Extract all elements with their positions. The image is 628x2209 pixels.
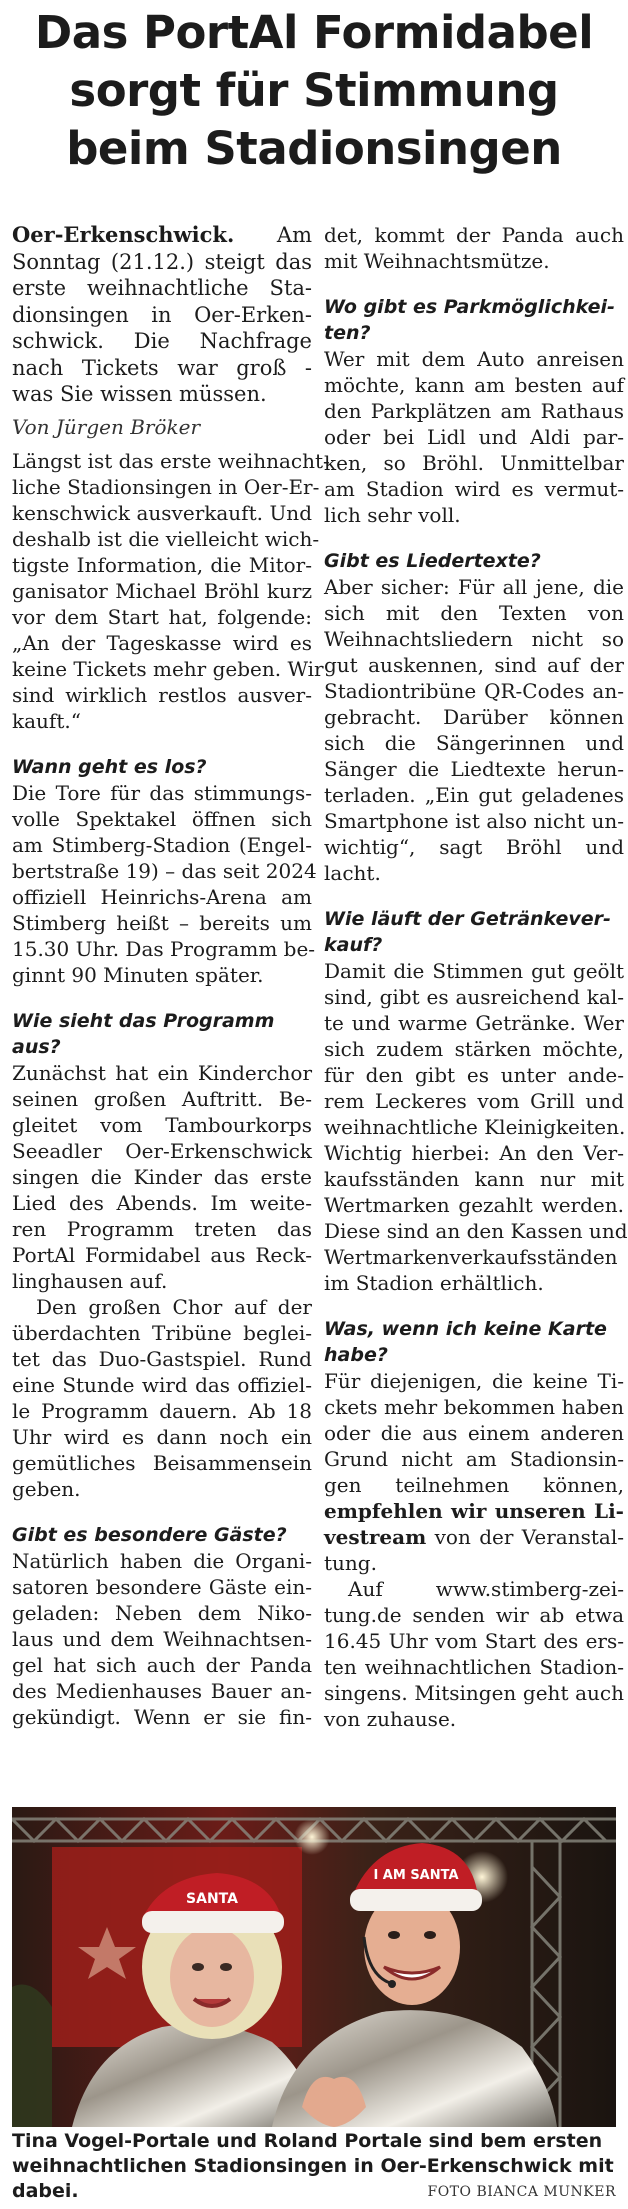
paragraph-line: lich sehr voll. <box>324 503 461 527</box>
article-intro <box>12 222 312 408</box>
paragraph-line: am Stadion wird es vermut- <box>324 477 624 501</box>
paragraph-line: oder die aus einem anderen <box>324 1421 624 1445</box>
article-column-1 <box>12 222 330 1730</box>
caption-line: Tina Vogel-Portale und Roland Portale sind bem ersten <box>12 2130 603 2152</box>
question-heading <box>12 754 312 780</box>
question-heading <box>324 1316 624 1368</box>
paragraph-line: des Medienhauses Bauer an- <box>12 1678 312 1703</box>
paragraph-line: 15.30 Uhr. Das Programm be- <box>12 936 316 961</box>
paragraph-line: liche Stadionsingen in Oer-Er- <box>12 474 320 499</box>
paragraph-line: mit Weihnachtsmütze. <box>324 249 550 273</box>
paragraph-line: terladen. „Ein gut geladenes <box>324 783 624 807</box>
paragraph <box>324 1576 624 1732</box>
intro-line: nach Tickets war groß - <box>12 355 312 380</box>
paragraph-line: wichtig“, sagt Bröhl und <box>324 835 624 859</box>
paragraph-line: Die Tore für das stimmungs- <box>12 780 312 805</box>
paragraph-line: sind, gibt es ausreichend kal- <box>324 985 624 1009</box>
paragraph-line: lacht. <box>324 861 381 885</box>
intro-line <box>12 222 312 249</box>
paragraph-line: gebracht. Darüber können <box>324 705 624 729</box>
paragraph-line: ckets mehr bekommen haben <box>324 1395 624 1419</box>
paragraph-line: Wichtig hierbei: An den Ver- <box>324 1141 624 1165</box>
paragraph-line: tigste Information, die Mitor- <box>12 552 312 577</box>
headline-line: Das PortAl Formidabel <box>34 6 594 59</box>
intro-line: erste weihnachtliche Sta- <box>12 276 312 300</box>
paragraph-line: „An der Tageskasse wird es <box>12 630 312 655</box>
dateline: Oer-Erkenschwick. <box>12 222 235 247</box>
paragraph <box>324 346 624 528</box>
photo-credit: FOTO BIANCA MUNKER <box>427 2184 616 2200</box>
paragraph-line: tung.de senden wir ab etwa <box>324 1603 624 1627</box>
paragraph-line: le Programm dauern. Ab 18 <box>12 1398 312 1423</box>
question-line: Gibt es besondere Gäste? <box>12 1523 287 1546</box>
paragraph <box>12 780 317 988</box>
paragraph-line: Lied des Abends. Im weite- <box>12 1190 312 1215</box>
question-heading <box>324 294 624 346</box>
paragraph-line: PortAl Formidabel aus Reck- <box>12 1242 312 1267</box>
paragraph-line: Grund nicht am Stadionsin- <box>324 1447 624 1471</box>
paragraph-line: deshalb ist die vielleicht wich- <box>12 526 320 551</box>
caption-line: weihnachtlichen Stadionsingen in Oer-Erkenschwick mit <box>12 2155 614 2177</box>
paragraph-line: geben. <box>12 1476 81 1501</box>
paragraph-line: kenschwick ausverkauft. Und <box>12 500 312 525</box>
paragraph-line: singen die Kinder das erste <box>12 1164 312 1189</box>
paragraph-line: Diese sind an den Kassen und <box>324 1219 628 1243</box>
paragraph-line: Den großen Chor auf der <box>36 1294 312 1319</box>
paragraph-line: te und warme Getränke. Wer <box>324 1011 624 1035</box>
question-heading <box>324 906 624 958</box>
paragraph-line: gemütliches Beisammensein <box>12 1450 312 1475</box>
paragraph <box>324 1368 624 1498</box>
paragraph-line: rem Leckeres vom Grill und <box>324 1089 624 1113</box>
paragraph-line: gekündigt. Wenn er sie fin- <box>12 1704 312 1729</box>
hat-text-right: I AM SANTA <box>373 1868 459 1883</box>
livestream-word: vestream <box>324 1525 427 1549</box>
paragraph-line: möchte, kann am besten auf <box>324 373 624 397</box>
paragraph-line: für den gibt es unter ande- <box>324 1063 624 1087</box>
headline-line: beim Stadionsingen <box>66 122 562 175</box>
livestream-line-rest: von der Veranstal- <box>426 1525 624 1549</box>
question-line: Wann geht es los? <box>12 755 207 778</box>
paragraph <box>324 958 628 1296</box>
byline: Von Jürgen Bröker <box>12 414 201 439</box>
paragraph-line: sich mit den Texten von <box>324 601 624 625</box>
paragraph-line: am Stimberg-Stadion (Engel- <box>12 832 312 857</box>
paragraph-line: sich zudem stärken möchte, <box>324 1037 624 1061</box>
question-heading <box>324 548 624 574</box>
paragraph-line: ken, so Bröhl. Unmittelbar <box>324 451 624 475</box>
article-column-2 <box>324 222 628 1732</box>
hat-text-left: SANTA <box>186 1891 238 1907</box>
paragraph-line: gleitet vom Tambourkorps <box>12 1112 312 1137</box>
paragraph-line: oder bei Lidl und Aldi par- <box>324 425 624 449</box>
paragraph-line: satoren besondere Gäste ein- <box>12 1574 312 1599</box>
paragraph-line: geladen: Neben dem Niko- <box>12 1600 312 1625</box>
paragraph <box>324 222 624 274</box>
paragraph-line: Weihnachtsliedern nicht so <box>324 627 624 651</box>
paragraph <box>324 1550 624 1576</box>
caption-line: dabei. <box>12 2180 79 2202</box>
question-heading <box>12 1008 312 1060</box>
photo-illustration <box>12 1807 616 2127</box>
paragraph-line: Damit die Stimmen gut geölt <box>324 959 624 983</box>
article-photo <box>12 1807 616 2127</box>
intro-line: Sonntag (21.12.) steigt das <box>12 249 312 274</box>
paragraph-line: den Parkplätzen am Rathaus <box>324 399 624 423</box>
paragraph-line: tung. <box>324 1551 377 1575</box>
paragraph-line: bertstraße 19) – das seit 2024 <box>12 858 317 883</box>
question-line: ten? <box>324 322 371 344</box>
paragraph-line: überdachten Tribüne beglei- <box>12 1320 312 1345</box>
question-line: habe? <box>324 1344 388 1366</box>
paragraph <box>12 1548 312 1730</box>
paragraph <box>12 1060 312 1294</box>
intro-line: dionsingen in Oer-Erken- <box>12 302 312 327</box>
paragraph-line: Zunächst hat ein Kinderchor <box>12 1060 312 1085</box>
paragraph-line: Sänger die Liedtexte herun- <box>324 757 624 781</box>
paragraph <box>324 574 624 886</box>
question-line: Wie läuft der Getränkever- <box>324 908 611 930</box>
paragraph-line: seinen großen Auftritt. Be- <box>12 1086 312 1111</box>
question-line: kauf? <box>324 934 383 956</box>
paragraph-line: linghausen auf. <box>12 1268 168 1293</box>
paragraph-line: von zuhause. <box>324 1707 457 1731</box>
question-heading <box>12 1522 312 1548</box>
paragraph-line: 16.45 Uhr vom Start des ers- <box>324 1629 624 1653</box>
paragraph-line: Längst ist das erste weihnacht- <box>12 448 330 473</box>
paragraph-line: tet das Duo-Gastspiel. Rund <box>12 1346 312 1371</box>
paragraph-line: laus und dem Weihnachtsen- <box>12 1626 312 1651</box>
paragraph-line: Uhr wird es dann noch ein <box>12 1424 312 1449</box>
question-line: Wie sieht das Programm <box>12 1009 275 1032</box>
paragraph-line: Stimberg heißt – bereits um <box>12 910 312 935</box>
paragraph-line: gel hat sich auch der Panda <box>12 1652 312 1677</box>
paragraph-line: sind wirklich restlos ausver- <box>12 682 312 707</box>
paragraph-line: ten weihnachtlichen Stadion- <box>324 1655 624 1679</box>
paragraph-line: Smartphone ist also nicht un- <box>324 809 624 833</box>
paragraph-line: kauft.“ <box>12 708 81 733</box>
paragraph-line: Natürlich haben die Organi- <box>12 1548 312 1573</box>
paragraph-line: weihnachtliche Kleinigkeiten. <box>324 1115 626 1139</box>
question-line: Was, wenn ich keine Karte <box>324 1318 607 1340</box>
article-headline <box>0 4 628 178</box>
paragraph-line: Wertmarkenverkaufsständen <box>324 1245 618 1269</box>
paragraph-line: eine Stunde wird das offiziel- <box>12 1372 312 1397</box>
paragraph-line: singens. Mitsingen geht auch <box>324 1681 624 1705</box>
paragraph-line: Für diejenigen, die keine Ti- <box>324 1369 624 1393</box>
paragraph-line: Aber sicher: Für all jene, die <box>324 575 624 599</box>
paragraph-line: det, kommt der Panda auch <box>324 223 624 247</box>
paragraph <box>12 448 330 734</box>
paragraph-line: kaufsständen kann nur mit <box>324 1167 624 1191</box>
paragraph-line: Wer mit dem Auto anreisen <box>324 347 624 371</box>
intro-line: was Sie wissen müssen. <box>12 382 267 406</box>
intro-line-rest: Am <box>234 223 312 247</box>
paragraph-line: im Stadion erhältlich. <box>324 1271 544 1295</box>
paragraph-line: vor dem Start hat, folgende: <box>12 604 312 629</box>
headline-line: sorgt für Stimmung <box>69 64 559 117</box>
paragraph-line: Stadiontribüne QR-Codes an- <box>324 679 624 703</box>
question-line: aus? <box>12 1035 61 1058</box>
paragraph-line: ren Programm treten das <box>12 1216 312 1241</box>
paragraph-line: volle Spektakel öffnen sich <box>12 806 312 831</box>
paragraph-line: gut auskennen, sind auf der <box>324 653 624 677</box>
livestream-line <box>324 1524 624 1550</box>
question-line: Gibt es Liedertexte? <box>324 550 541 572</box>
paragraph-line: Auf www.stimberg-zei- <box>348 1577 624 1601</box>
paragraph <box>12 1294 312 1502</box>
paragraph-line: ganisator Michael Bröhl kurz <box>12 578 312 603</box>
intro-line: schwick. Die Nachfrage <box>12 329 312 353</box>
paragraph-line: keine Tickets mehr geben. Wir <box>12 656 324 681</box>
paragraph-line: Seeadler Oer-Erkenschwick <box>12 1138 312 1163</box>
livestream-recommendation: empfehlen wir unseren Li- <box>324 1499 624 1523</box>
paragraph-line: ginnt 90 Minuten später. <box>12 962 264 987</box>
paragraph-line: gen teilnehmen können, <box>324 1473 624 1497</box>
paragraph-line: offiziell Heinrichs-Arena am <box>12 884 312 909</box>
paragraph-line: sich die Sängerinnen und <box>324 731 624 755</box>
question-line: Wo gibt es Parkmöglichkei- <box>324 296 615 318</box>
paragraph-line: Wertmarken gezahlt werden. <box>324 1193 624 1217</box>
